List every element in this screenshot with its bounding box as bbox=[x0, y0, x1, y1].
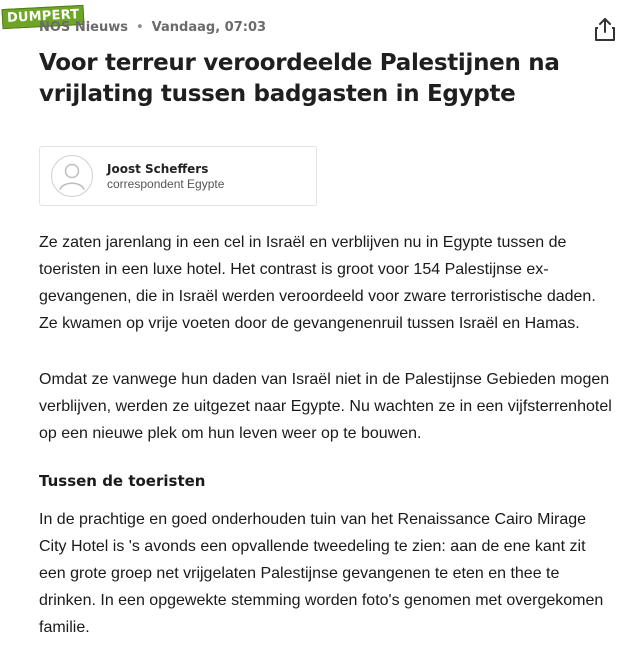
section-heading: Tussen de toeristen bbox=[39, 472, 206, 490]
publish-time: Vandaag, 07:03 bbox=[151, 20, 267, 35]
share-icon bbox=[593, 16, 617, 42]
article-paragraph: In de prachtige en goed onderhouden tuin van het Renaissance Cairo Mirage City Hotel is 's avonds een opvallende tweedeling te zien: aan de ene kant zit een grote groep net vrijgelaten Palestijnse gevangenen te eten en thee te drinken. In een opgewekte stemming worden foto's genomen met overgekomen familie. bbox=[39, 511, 604, 636]
source-label: NOS Nieuws bbox=[39, 20, 128, 35]
dumpert-watermark: DUMPERT bbox=[2, 5, 85, 29]
share-button[interactable] bbox=[593, 16, 617, 42]
author-name[interactable]: Joost Scheffers bbox=[107, 161, 209, 176]
meta-separator: • bbox=[135, 20, 144, 35]
article-paragraph: Ze zaten jarenlang in een cel in Israël en verblijven nu in Egypte tussen de toeristen in een luxe hotel. Het contrast is groot voor 154 Palestijnse ex-gevangenen, die in Israël werden veroordeeld voor zware terroristische daden. Ze kwamen op vrije voeten door de gevangenenruil tussen Israël en Hamas. bbox=[39, 234, 596, 332]
user-avatar-icon bbox=[51, 155, 93, 197]
article-title: Voor terreur veroordeelde Palestijnen na vrijlating tussen badgasten in Egypte bbox=[39, 50, 560, 107]
article-paragraph: Omdat ze vanwege hun daden van Israël niet in de Palestijnse Gebieden mogen verblijven, werden ze uitgezet naar Egypte. Nu wachten ze in een vijfsterrenhotel op een nieuwe plek om hun leven weer op te bouwen. bbox=[39, 371, 612, 442]
author-role: correspondent Egypte bbox=[107, 176, 225, 191]
author-card[interactable] bbox=[39, 146, 317, 206]
article-meta bbox=[39, 20, 266, 35]
